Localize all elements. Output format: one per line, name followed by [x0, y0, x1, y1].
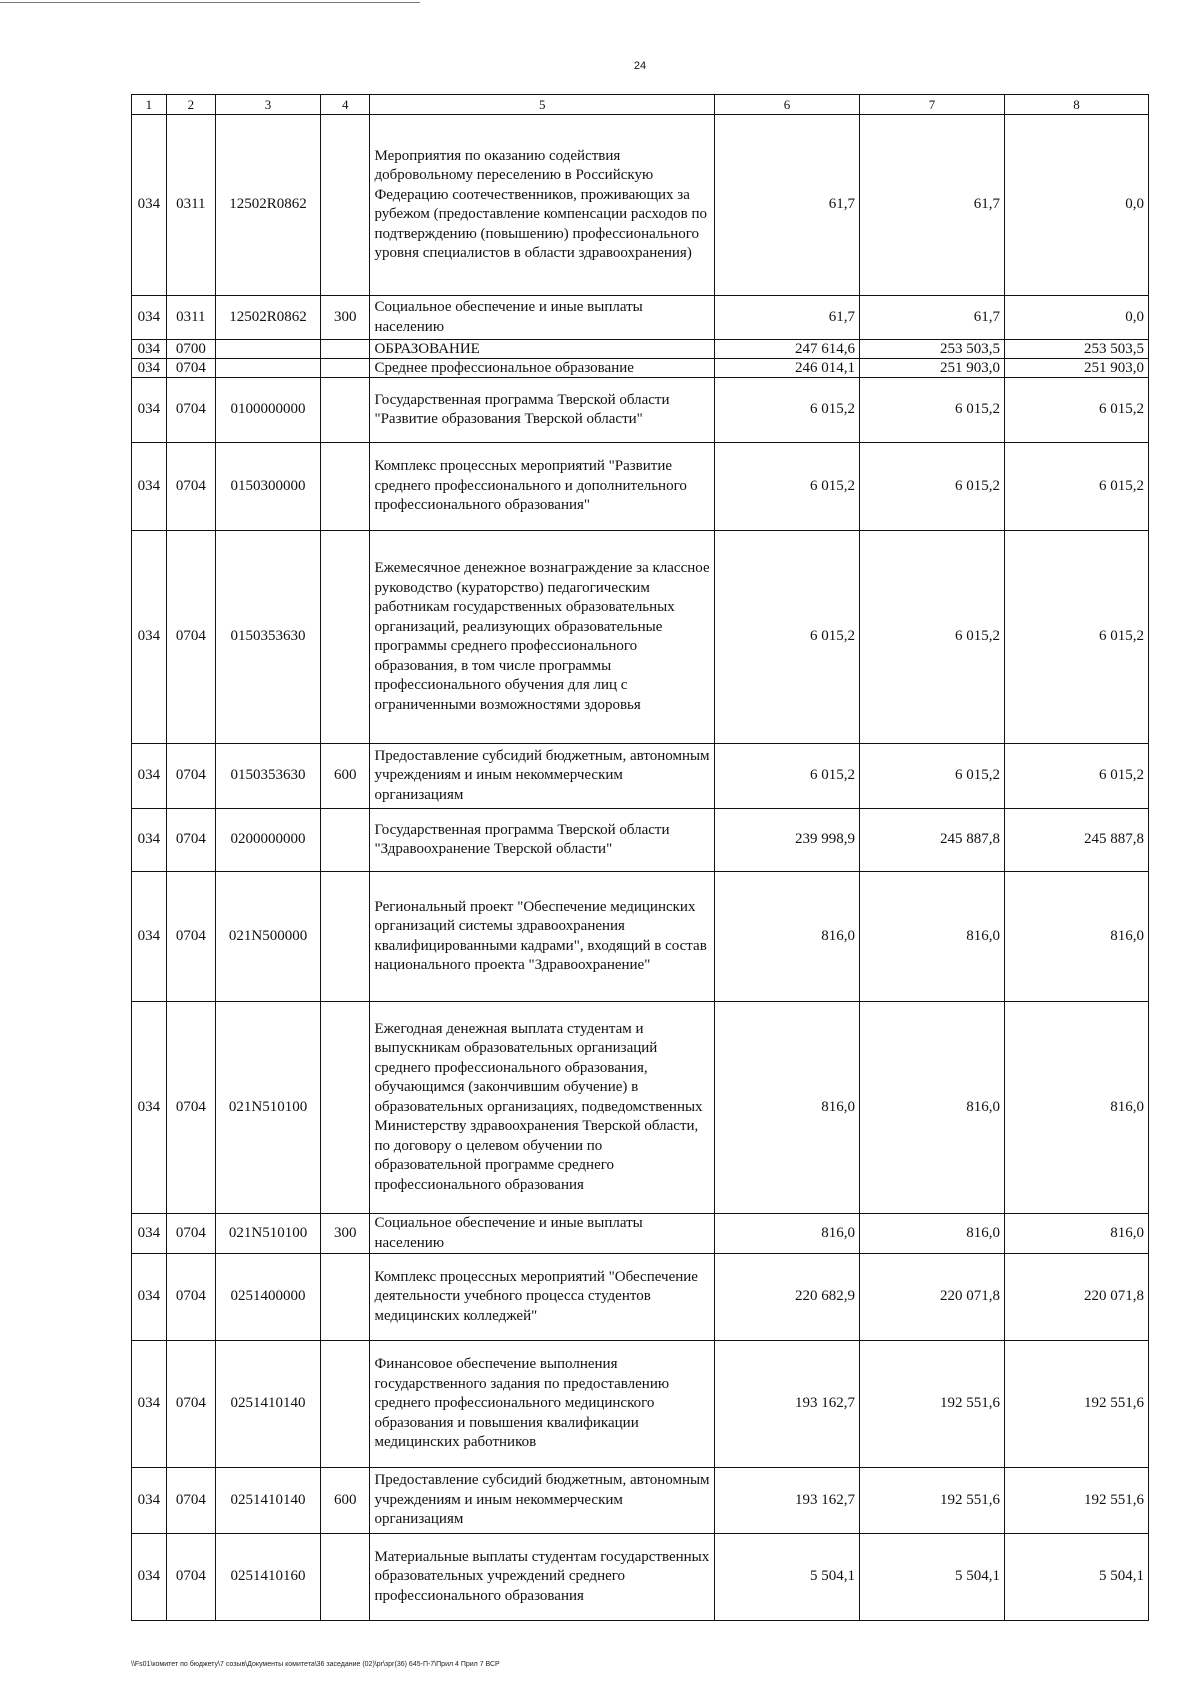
section-code-cell: 0700 — [166, 340, 215, 359]
amount-cell: 251 903,0 — [1005, 359, 1149, 378]
ministry-code-cell: 034 — [132, 531, 167, 744]
target-article-cell: 021N500000 — [216, 872, 321, 1002]
table-row — [132, 531, 1149, 744]
description-cell: Государственная программа Тверской области "Развитие образования Тверской области" — [370, 378, 715, 443]
target-article-cell: 0251410140 — [216, 1468, 321, 1534]
table-row — [132, 340, 1149, 359]
target-article-cell: 021N510100 — [216, 1002, 321, 1214]
expense-type-cell — [321, 443, 370, 531]
ministry-code-cell: 034 — [132, 359, 167, 378]
description-cell: Ежегодная денежная выплата студентам и выпускникам образовательных организаций среднего профессионального образования, обучающимся (закончившим обучение) в образовательных организациях, подведомственных Министерству здравоохранения Тверской области, по договору о целевом обучении по образовательной программе среднего профессионального образования — [370, 1002, 715, 1214]
column-header: 8 — [1005, 95, 1149, 115]
target-article-cell: 0251410160 — [216, 1534, 321, 1621]
description-cell: Мероприятия по оказанию содействия добровольному переселению в Российскую Федерацию соотечественников, проживающих за рубежом (предоставление компенсации расходов по подтверждению (повышению) профессионального уровня специалистов в области здравоохранения) — [370, 115, 715, 296]
expense-type-cell: 300 — [321, 296, 370, 340]
section-code-cell: 0704 — [166, 1341, 215, 1468]
description-cell: Финансовое обеспечение выполнения государственного задания по предоставлению среднего профессионального медицинского образования и повышения квалификации медицинских работников — [370, 1341, 715, 1468]
table-row — [132, 1002, 1149, 1214]
expense-type-cell — [321, 340, 370, 359]
table-row — [132, 1468, 1149, 1534]
expense-type-cell: 600 — [321, 1468, 370, 1534]
target-article-cell — [216, 359, 321, 378]
section-code-cell: 0704 — [166, 1468, 215, 1534]
expense-type-cell: 600 — [321, 744, 370, 809]
amount-cell: 6 015,2 — [715, 378, 860, 443]
ministry-code-cell: 034 — [132, 1341, 167, 1468]
ministry-code-cell: 034 — [132, 1534, 167, 1621]
expense-type-cell — [321, 378, 370, 443]
table-row — [132, 744, 1149, 809]
amount-cell: 6 015,2 — [715, 531, 860, 744]
page-number: 24 — [633, 60, 647, 72]
amount-cell: 816,0 — [1005, 1214, 1149, 1254]
description-cell: Социальное обеспечение и иные выплаты населению — [370, 1214, 715, 1254]
target-article-cell: 0100000000 — [216, 378, 321, 443]
amount-cell: 61,7 — [715, 296, 860, 340]
amount-cell: 6 015,2 — [715, 744, 860, 809]
amount-cell: 6 015,2 — [860, 744, 1005, 809]
amount-cell: 6 015,2 — [860, 378, 1005, 443]
ministry-code-cell: 034 — [132, 1254, 167, 1341]
amount-cell: 220 682,9 — [715, 1254, 860, 1341]
amount-cell: 816,0 — [860, 1002, 1005, 1214]
expense-type-cell — [321, 1341, 370, 1468]
table-row — [132, 809, 1149, 872]
amount-cell: 220 071,8 — [1005, 1254, 1149, 1341]
column-header: 2 — [166, 95, 215, 115]
column-header: 6 — [715, 95, 860, 115]
amount-cell: 192 551,6 — [860, 1468, 1005, 1534]
section-code-cell: 0704 — [166, 359, 215, 378]
expense-type-cell — [321, 359, 370, 378]
table-row — [132, 378, 1149, 443]
amount-cell: 6 015,2 — [860, 443, 1005, 531]
section-code-cell: 0704 — [166, 744, 215, 809]
target-article-cell: 0251400000 — [216, 1254, 321, 1341]
amount-cell: 816,0 — [860, 1214, 1005, 1254]
table-row — [132, 872, 1149, 1002]
ministry-code-cell: 034 — [132, 872, 167, 1002]
ministry-code-cell: 034 — [132, 443, 167, 531]
table-row — [132, 1534, 1149, 1621]
amount-cell: 6 015,2 — [1005, 443, 1149, 531]
table-row — [132, 115, 1149, 296]
section-code-cell: 0704 — [166, 809, 215, 872]
ministry-code-cell: 034 — [132, 378, 167, 443]
section-code-cell: 0704 — [166, 1534, 215, 1621]
section-code-cell: 0311 — [166, 115, 215, 296]
description-cell: Региональный проект "Обеспечение медицинских организаций системы здравоохранения квалифицированными кадрами", входящий в состав национального проекта "Здравоохранение" — [370, 872, 715, 1002]
amount-cell: 6 015,2 — [1005, 378, 1149, 443]
column-header: 4 — [321, 95, 370, 115]
description-cell: Социальное обеспечение и иные выплаты населению — [370, 296, 715, 340]
amount-cell: 6 015,2 — [1005, 744, 1149, 809]
column-header: 3 — [216, 95, 321, 115]
amount-cell: 239 998,9 — [715, 809, 860, 872]
description-cell: Предоставление субсидий бюджетным, автономным учреждениям и иным некоммерческим организациям — [370, 1468, 715, 1534]
amount-cell: 192 551,6 — [1005, 1468, 1149, 1534]
target-article-cell: 0150353630 — [216, 744, 321, 809]
amount-cell: 0,0 — [1005, 296, 1149, 340]
description-cell: ОБРАЗОВАНИЕ — [370, 340, 715, 359]
amount-cell: 6 015,2 — [715, 443, 860, 531]
amount-cell: 192 551,6 — [860, 1341, 1005, 1468]
expense-type-cell — [321, 1254, 370, 1341]
table-row — [132, 359, 1149, 378]
description-cell: Материальные выплаты студентам государственных образовательных учреждений среднего профессионального образования — [370, 1534, 715, 1621]
amount-cell: 245 887,8 — [1005, 809, 1149, 872]
section-code-cell: 0704 — [166, 872, 215, 1002]
amount-cell: 247 614,6 — [715, 340, 860, 359]
ministry-code-cell: 034 — [132, 1214, 167, 1254]
amount-cell: 816,0 — [715, 1002, 860, 1214]
ministry-code-cell: 034 — [132, 744, 167, 809]
section-code-cell: 0704 — [166, 443, 215, 531]
amount-cell: 193 162,7 — [715, 1468, 860, 1534]
table-row — [132, 1254, 1149, 1341]
section-code-cell: 0704 — [166, 1254, 215, 1341]
expense-type-cell — [321, 1002, 370, 1214]
amount-cell: 5 504,1 — [715, 1534, 860, 1621]
target-article-cell: 0200000000 — [216, 809, 321, 872]
section-code-cell: 0704 — [166, 531, 215, 744]
target-article-cell: 12502R0862 — [216, 296, 321, 340]
expense-type-cell — [321, 115, 370, 296]
amount-cell: 5 504,1 — [860, 1534, 1005, 1621]
amount-cell: 61,7 — [860, 115, 1005, 296]
target-article-cell: 021N510100 — [216, 1214, 321, 1254]
amount-cell: 5 504,1 — [1005, 1534, 1149, 1621]
column-header: 7 — [860, 95, 1005, 115]
amount-cell: 816,0 — [860, 872, 1005, 1002]
section-code-cell: 0704 — [166, 378, 215, 443]
file-path-footer: \\Fs01\комитет по бюджету\7 созыв\Документы комитета\36 заседание (02)\pr\зрг(36) 645-П-7\Прил 4 Прил 7 ВСР — [131, 1661, 500, 1668]
amount-cell: 220 071,8 — [860, 1254, 1005, 1341]
amount-cell: 6 015,2 — [1005, 531, 1149, 744]
amount-cell: 816,0 — [1005, 872, 1149, 1002]
description-cell: Среднее профессиональное образование — [370, 359, 715, 378]
table-header-row — [132, 95, 1149, 115]
amount-cell: 816,0 — [1005, 1002, 1149, 1214]
ministry-code-cell: 034 — [132, 809, 167, 872]
section-code-cell: 0311 — [166, 296, 215, 340]
table-row — [132, 1214, 1149, 1254]
amount-cell: 246 014,1 — [715, 359, 860, 378]
amount-cell: 193 162,7 — [715, 1341, 860, 1468]
expense-type-cell: 300 — [321, 1214, 370, 1254]
amount-cell: 6 015,2 — [860, 531, 1005, 744]
section-code-cell: 0704 — [166, 1214, 215, 1254]
budget-table — [131, 94, 1149, 1621]
ministry-code-cell: 034 — [132, 1468, 167, 1534]
amount-cell: 245 887,8 — [860, 809, 1005, 872]
target-article-cell: 0251410140 — [216, 1341, 321, 1468]
amount-cell: 253 503,5 — [860, 340, 1005, 359]
ministry-code-cell: 034 — [132, 296, 167, 340]
description-cell: Комплекс процессных мероприятий "Обеспечение деятельности учебного процесса студентов медицинских колледжей" — [370, 1254, 715, 1341]
amount-cell: 816,0 — [715, 1214, 860, 1254]
amount-cell: 816,0 — [715, 872, 860, 1002]
expense-type-cell — [321, 531, 370, 744]
expense-type-cell — [321, 809, 370, 872]
column-header: 5 — [370, 95, 715, 115]
target-article-cell: 0150300000 — [216, 443, 321, 531]
amount-cell: 61,7 — [715, 115, 860, 296]
expense-type-cell — [321, 872, 370, 1002]
amount-cell: 0,0 — [1005, 115, 1149, 296]
amount-cell: 192 551,6 — [1005, 1341, 1149, 1468]
description-cell: Государственная программа Тверской области "Здравоохранение Тверской области" — [370, 809, 715, 872]
description-cell: Комплекс процессных мероприятий "Развитие среднего профессионального и дополнительного профессионального образования" — [370, 443, 715, 531]
description-cell: Ежемесячное денежное вознаграждение за классное руководство (кураторство) педагогическим работникам государственных образовательных организаций, реализующих образовательные программы среднего профессионального образования, в том числе программы профессионального обучения для лиц с ограниченными возможностями здоровья — [370, 531, 715, 744]
table-row — [132, 443, 1149, 531]
amount-cell: 251 903,0 — [860, 359, 1005, 378]
amount-cell: 61,7 — [860, 296, 1005, 340]
column-header: 1 — [132, 95, 167, 115]
ministry-code-cell: 034 — [132, 340, 167, 359]
ministry-code-cell: 034 — [132, 115, 167, 296]
scan-artifact-line — [0, 2, 420, 3]
ministry-code-cell: 034 — [132, 1002, 167, 1214]
target-article-cell: 0150353630 — [216, 531, 321, 744]
section-code-cell: 0704 — [166, 1002, 215, 1214]
target-article-cell: 12502R0862 — [216, 115, 321, 296]
description-cell: Предоставление субсидий бюджетным, автономным учреждениям и иным некоммерческим организациям — [370, 744, 715, 809]
amount-cell: 253 503,5 — [1005, 340, 1149, 359]
table-row — [132, 1341, 1149, 1468]
expense-type-cell — [321, 1534, 370, 1621]
table-row — [132, 296, 1149, 340]
target-article-cell — [216, 340, 321, 359]
